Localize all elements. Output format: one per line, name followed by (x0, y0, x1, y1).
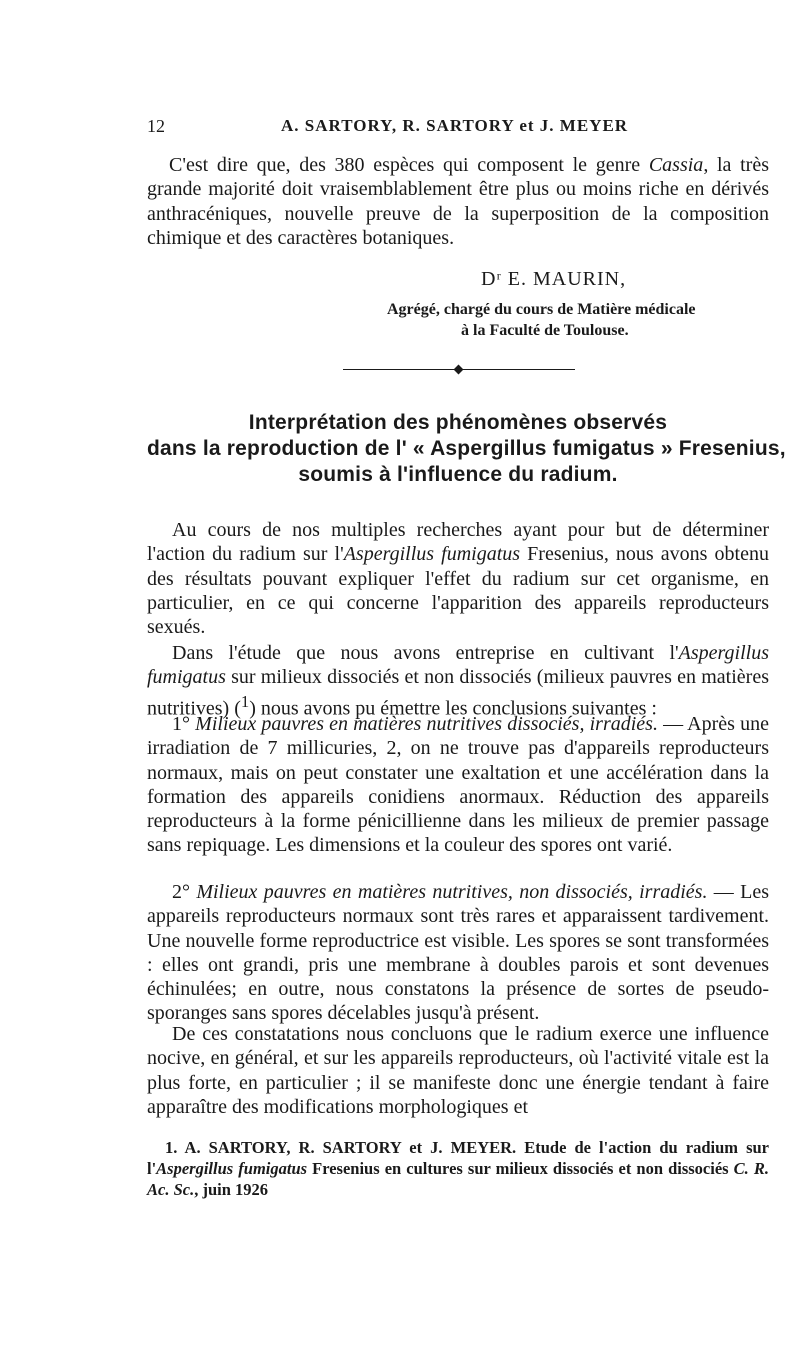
running-title: A. SARTORY, R. SARTORY et J. MEYER (281, 116, 629, 135)
list-marker: 1° (172, 713, 190, 735)
title-line: dans la reproduction de l' « Aspergillus fumigatus » Fresenius, (147, 437, 786, 460)
text-segment: sur milieux dissociés et non dissociés (milieux pauvres en matières nutritives) ( (147, 666, 769, 720)
title-line: Interprétation des phénomènes observés (248, 411, 668, 434)
genus-name: Cassia (648, 154, 704, 176)
footnote-reference: 1 (240, 691, 250, 711)
article-title (147, 410, 786, 488)
species-name: Aspergillus fumigatus (156, 1159, 308, 1178)
text-segment: Dans l'étude que nous avons entreprise en cultivant l' (172, 642, 679, 664)
text-segment: 1. A. SARTORY, R. SARTORY et J. MEYER. Etude de l'action du radium sur l' (147, 1138, 769, 1178)
section-separator (343, 363, 575, 377)
paragraph-introduction (147, 518, 769, 639)
author-affiliation: à la Faculté de Toulouse. (461, 322, 629, 339)
journal-name: C. R. Ac. Sc. (147, 1159, 770, 1199)
text-segment: C'est dire que, des 380 espèces qui composent le genre (169, 154, 649, 176)
species-name: Aspergillus fumigatus (147, 642, 769, 689)
page-number: 12 (147, 116, 165, 136)
paragraph-result-2 (147, 880, 769, 1026)
footnote (147, 1137, 769, 1200)
list-marker: 2° (172, 881, 190, 903)
text-segment: — Après une irradiation de 7 millicuries, 2, on ne trouve pas d'appareils reproducteurs normaux, mais on peut constater une exaltation et une accélération dans la formation des appareils conidiens anormaux. Réduction des appareils reproducteurs à la forme pénicillienne dans les milieux de premier passage sans repiquage. Les dimensions et la couleur des spores ont varié. (147, 713, 769, 857)
author-affiliation: Agrégé, chargé du cours de Matière médicale (387, 301, 696, 318)
paragraph-result-1 (147, 712, 769, 858)
result-heading: Milieux pauvres en matières nutritives dissociés, irradiés. (190, 713, 658, 735)
author-signature: Dʳ E. MAURIN, (481, 268, 627, 290)
text-segment: , juin 1926 (194, 1180, 269, 1199)
text-segment: — Les appareils reproducteurs normaux sont très rares et apparaissent tardivement. Une nouvelle forme reproductrice est visible. Les spores se sont transformées : elles ont grandi, pris une membrane à doubles parois et sont devenues échinulées; en outre, nous constatons la présence de sortes de pseudo-sporanges sans spores décelables jusqu'à présent. (147, 881, 769, 1025)
paragraph-conclusion (147, 153, 769, 250)
text-segment: Fresenius, nous avons obtenu des résultats pouvant expliquer l'effet du radium sur cet organisme, en particulier, en ce qui concerne l'apparition des appareils reproducteurs sexués. (147, 543, 769, 639)
text-segment: Au cours de nos multiples recherches ayant pour but de déterminer l'action du radium sur l' (147, 519, 769, 566)
running-head (147, 116, 769, 140)
text-segment: ) nous avons pu émettre les conclusions suivantes : (249, 697, 657, 720)
title-line: soumis à l'influence du radium. (298, 463, 618, 486)
result-heading: Milieux pauvres en matières nutritives, non dissociés, irradiés. (190, 881, 708, 903)
paragraph-discussion (147, 1022, 769, 1119)
paragraph-study (147, 641, 769, 721)
species-name: Aspergillus fumigatus (343, 543, 521, 566)
diamond-ornament-icon (454, 365, 464, 375)
text-segment: De ces constatations nous concluons que le radium exerce une influence nocive, en général, et sur les appareils reproducteurs, où l'activité vitale est la plus forte, en particulier ; il se manifeste donc une énergie tendant à faire apparaître des modifications morphologiques et (147, 1023, 769, 1118)
text-segment: Fresenius en cultures sur milieux dissociés et non dissociés (307, 1159, 734, 1178)
text-segment: , la très grande majorité doit vraisemblablement être plus ou moins riche en dérivés anthracéniques, nouvelle preuve de la superposition de la composition chimique et des caractères botaniques. (147, 154, 770, 249)
